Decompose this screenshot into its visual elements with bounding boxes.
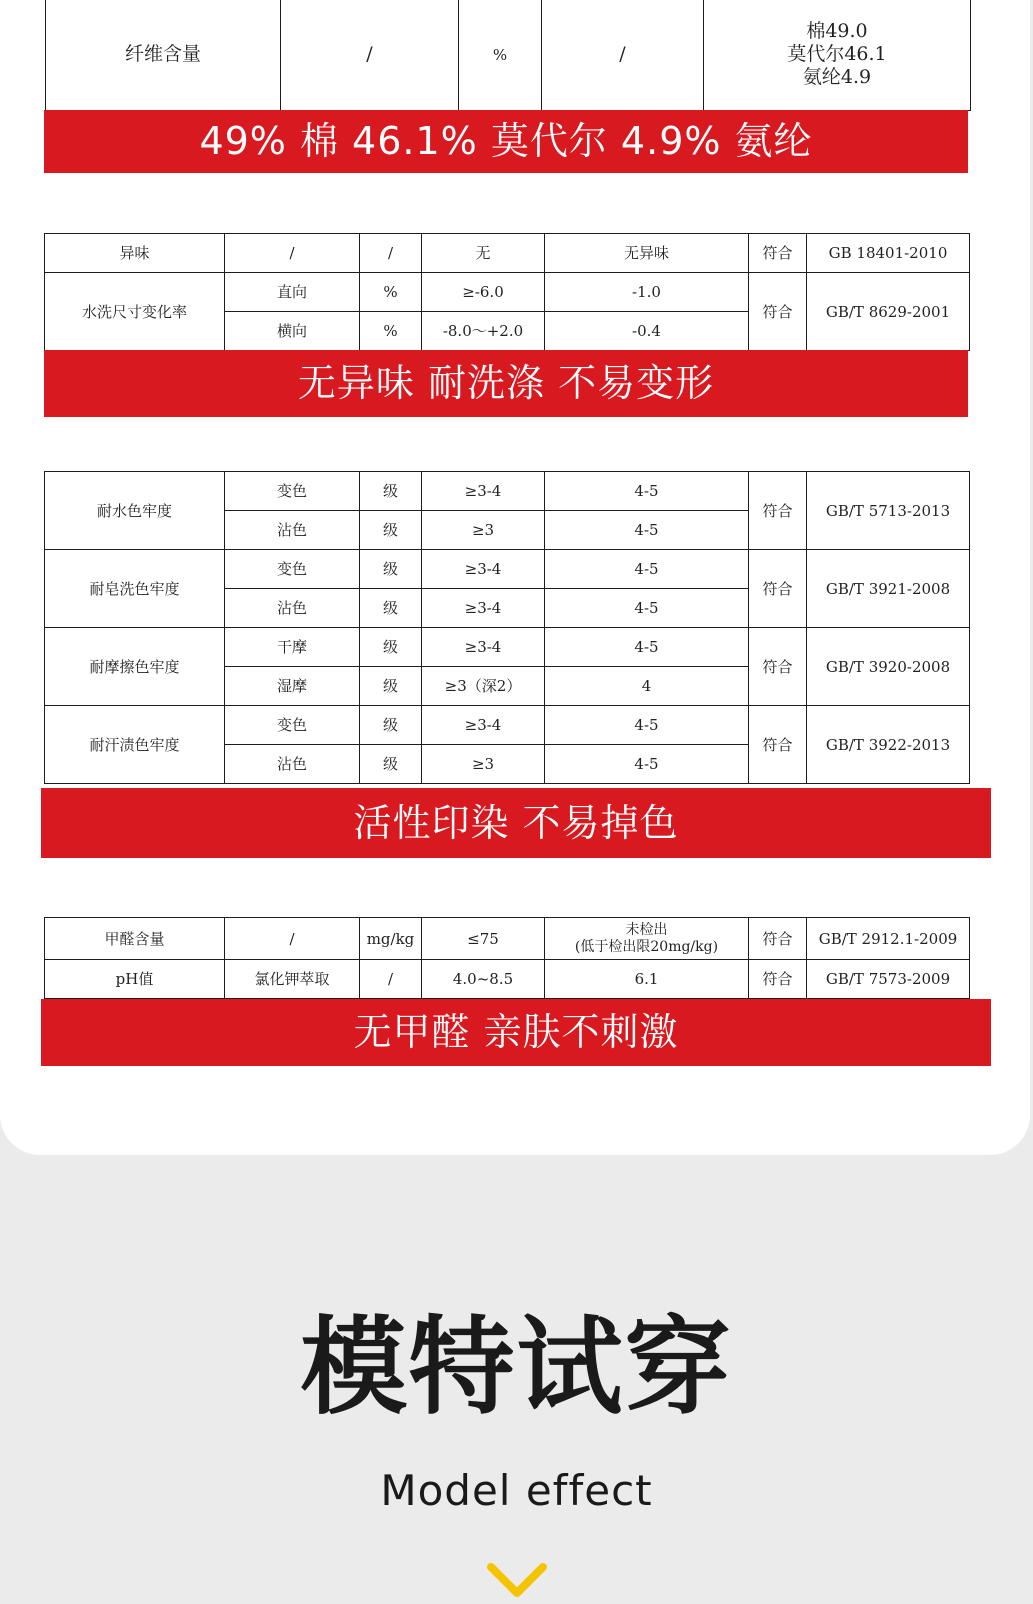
condition-cell: /: [225, 918, 360, 960]
section-subtitle: Model effect: [380, 1466, 653, 1515]
result-cell: 4-5: [545, 550, 749, 589]
table-row: [45, 273, 970, 312]
requirement-cell: -8.0～+2.0: [422, 312, 545, 351]
result-cell: 无异味: [545, 234, 749, 273]
item-cell: 耐皂洗色牢度: [45, 550, 225, 628]
fiber-content-table: [45, 0, 971, 111]
unit-cell: /: [360, 234, 422, 273]
verdict-cell: 符合: [749, 706, 807, 784]
requirement-cell: 无: [422, 234, 545, 273]
requirement-cell: ≥-6.0: [422, 273, 545, 312]
fiber-result-line: 棉49.0: [806, 20, 868, 43]
result-cell: 4-5: [545, 628, 749, 667]
item-cell: 异味: [45, 234, 225, 273]
verdict-cell: 符合: [749, 273, 807, 351]
chevron-down-icon: [487, 1563, 547, 1604]
table-row: [45, 234, 970, 273]
condition-cell: 沾色: [225, 589, 360, 628]
unit-cell: /: [360, 960, 422, 999]
result-cell: -0.4: [545, 312, 749, 351]
chemical-banner: 无甲醛 亲肤不刺激: [41, 999, 991, 1066]
item-cell: 耐汗渍色牢度: [45, 706, 225, 784]
result-cell: 4-5: [545, 745, 749, 784]
unit-cell: 级: [360, 472, 422, 511]
condition-cell: 变色: [225, 472, 360, 511]
result-cell: 4-5: [545, 706, 749, 745]
condition-cell: /: [225, 234, 360, 273]
unit-cell: 级: [360, 667, 422, 706]
color-fastness-table: [44, 471, 970, 784]
result-cell: -1.0: [545, 273, 749, 312]
result-cell: 4: [545, 667, 749, 706]
verdict-cell: 符合: [749, 234, 807, 273]
condition-cell: 氯化钾萃取: [225, 960, 360, 999]
verdict-cell: 符合: [749, 472, 807, 550]
item-cell: 甲醛含量: [45, 918, 225, 960]
chemical-table: [44, 917, 970, 999]
table-row: [45, 550, 970, 589]
unit-cell: %: [360, 312, 422, 351]
table-row: [45, 918, 970, 960]
verdict-cell: 符合: [749, 550, 807, 628]
unit-cell: mg/kg: [360, 918, 422, 960]
section-title: 模特试穿: [300, 1306, 733, 1429]
unit-cell: 级: [360, 745, 422, 784]
item-cell: pH值: [45, 960, 225, 999]
condition-cell: 沾色: [225, 745, 360, 784]
table-row: [45, 472, 970, 511]
requirement-cell: ≥3: [422, 511, 545, 550]
result-cell: 4-5: [545, 511, 749, 550]
table-row: [45, 706, 970, 745]
standard-cell: GB/T 5713-2013: [807, 472, 970, 550]
condition-cell: 湿摩: [225, 667, 360, 706]
fiber-condition-cell: /: [281, 0, 459, 111]
standard-cell: GB/T 3921-2008: [807, 550, 970, 628]
fiber-banner: 49% 棉 46.1% 莫代尔 4.9% 氨纶: [44, 110, 968, 173]
result-cell: 6.1: [545, 960, 749, 999]
requirement-cell: ≥3-4: [422, 472, 545, 511]
condition-cell: 横向: [225, 312, 360, 351]
standard-cell: GB/T 8629-2001: [807, 273, 970, 351]
fastness-banner: 活性印染 不易掉色: [41, 788, 991, 858]
unit-cell: 级: [360, 550, 422, 589]
condition-cell: 干摩: [225, 628, 360, 667]
requirement-cell: ≥3: [422, 745, 545, 784]
standard-cell: GB/T 3920-2008: [807, 628, 970, 706]
fiber-requirement-cell: /: [542, 0, 704, 111]
item-cell: 水洗尺寸变化率: [45, 273, 225, 351]
verdict-cell: 符合: [749, 960, 807, 999]
table-row: [45, 960, 970, 999]
standard-cell: GB/T 7573-2009: [807, 960, 970, 999]
standard-cell: GB 18401-2010: [807, 234, 970, 273]
item-cell: 耐摩擦色牢度: [45, 628, 225, 706]
result-cell: [545, 918, 749, 960]
requirement-cell: ≥3（深2）: [422, 667, 545, 706]
unit-cell: 级: [360, 511, 422, 550]
odor-banner: 无异味 耐洗涤 不易变形: [44, 350, 968, 417]
requirement-cell: ≥3-4: [422, 706, 545, 745]
fiber-item-cell: 纤维含量: [46, 0, 281, 111]
fiber-result-line: 氨纶4.9: [802, 65, 872, 88]
condition-cell: 直向: [225, 273, 360, 312]
result-cell: 4-5: [545, 589, 749, 628]
unit-cell: %: [360, 273, 422, 312]
table-row: [45, 628, 970, 667]
condition-cell: 沾色: [225, 511, 360, 550]
table-row: [46, 0, 971, 111]
standard-cell: GB/T 2912.1-2009: [807, 918, 970, 960]
item-cell: 耐水色牢度: [45, 472, 225, 550]
requirement-cell: 4.0~8.5: [422, 960, 545, 999]
odor-wash-table: [44, 233, 970, 351]
requirement-cell: ≥3-4: [422, 550, 545, 589]
fiber-result-cell: [704, 0, 971, 111]
unit-cell: 级: [360, 589, 422, 628]
result-cell: 4-5: [545, 472, 749, 511]
verdict-cell: 符合: [749, 918, 807, 960]
fiber-unit-cell: %: [459, 0, 542, 111]
fiber-result-line: 莫代尔46.1: [787, 43, 887, 66]
unit-cell: 级: [360, 628, 422, 667]
unit-cell: 级: [360, 706, 422, 745]
verdict-cell: 符合: [749, 628, 807, 706]
requirement-cell: ≤75: [422, 918, 545, 960]
result-line: (低于检出限20mg/kg): [574, 938, 719, 955]
requirement-cell: ≥3-4: [422, 628, 545, 667]
condition-cell: 变色: [225, 550, 360, 589]
result-line: 未检出: [625, 921, 668, 938]
requirement-cell: ≥3-4: [422, 589, 545, 628]
condition-cell: 变色: [225, 706, 360, 745]
standard-cell: GB/T 3922-2013: [807, 706, 970, 784]
